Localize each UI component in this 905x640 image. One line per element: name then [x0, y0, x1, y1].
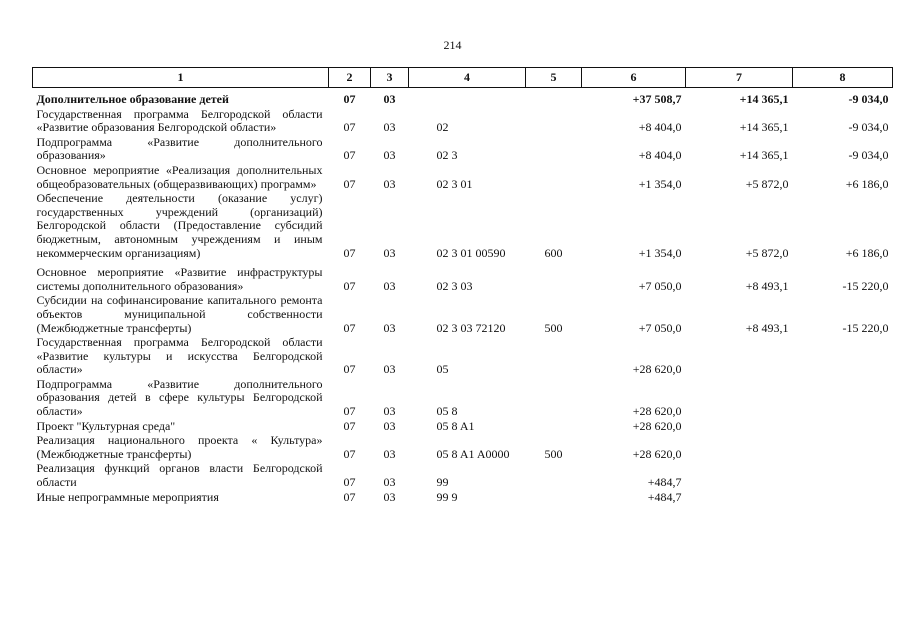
row-amount-6: +37 508,7 — [632, 92, 682, 106]
row-amount-8 — [793, 335, 893, 377]
table-row — [33, 135, 893, 163]
row-name: Реализация национального проекта « Культура» (Межбюджетные трансферты) — [36, 433, 323, 461]
row-amount-6: +8 404,0 — [638, 120, 682, 135]
row-amount-6: +28 620,0 — [632, 362, 682, 377]
row-amount-8: -15 220,0 — [842, 278, 889, 293]
row-expense-type — [526, 461, 582, 489]
row-amount-6: +28 620,0 — [632, 446, 682, 461]
row-target-code: 05 8 — [436, 404, 458, 419]
table-row — [33, 260, 893, 293]
row-amount-7: +8 493,1 — [745, 320, 789, 335]
row-amount-8 — [793, 433, 893, 461]
row-name: Государственная программа Белгородской области «Развитие культуры и искусства Белгородской области» — [36, 335, 323, 377]
row-section: 07 — [343, 120, 356, 135]
row-amount-8: -9 034,0 — [848, 120, 889, 135]
row-amount-8 — [793, 377, 893, 419]
row-expense-type — [526, 135, 582, 163]
row-subsection: 03 — [383, 176, 396, 191]
row-target-code: 99 9 — [436, 489, 458, 504]
row-amount-8: +6 186,0 — [845, 176, 889, 191]
row-amount-7: +14 365,1 — [739, 92, 789, 106]
row-section: 07 — [343, 245, 356, 260]
row-amount-8 — [793, 461, 893, 489]
budget-table — [32, 67, 893, 504]
row-amount-8 — [793, 490, 893, 505]
header-row — [33, 68, 893, 88]
row-expense-type: 500 — [544, 320, 563, 335]
table-row — [33, 88, 893, 107]
row-subsection: 03 — [383, 446, 396, 461]
row-amount-6: +7 050,0 — [638, 320, 682, 335]
header-col-6: 6 — [582, 68, 686, 88]
row-expense-type — [526, 88, 582, 107]
row-name: Субсидии на софинансирование капитального ремонта объектов муниципальной собственности (Межбюджетные трансферты) — [36, 293, 323, 335]
row-amount-7 — [686, 433, 793, 461]
row-expense-type — [526, 335, 582, 377]
row-amount-6: +8 404,0 — [638, 148, 682, 163]
row-subsection: 03 — [383, 245, 396, 260]
row-name: Проект "Культурная среда" — [36, 418, 176, 433]
row-subsection: 03 — [383, 475, 396, 490]
row-name: Подпрограмма «Развитие дополнительного образования детей в сфере культуры Белгородской области» — [36, 376, 323, 419]
row-amount-6: +7 050,0 — [638, 278, 682, 293]
row-subsection: 03 — [383, 320, 396, 335]
row-expense-type: 600 — [544, 245, 563, 260]
header-col-5: 5 — [526, 68, 582, 88]
row-expense-type — [526, 163, 582, 191]
header-col-4: 4 — [409, 68, 526, 88]
row-expense-type — [526, 107, 582, 135]
row-name: Подпрограмма «Развитие дополнительного образования» — [36, 134, 323, 163]
row-name: Государственная программа Белгородской области «Развитие образования Белгородской области» — [36, 106, 323, 135]
row-name: Основное мероприятие «Развитие инфраструктуры системы дополнительного образования» — [36, 265, 323, 293]
row-target-code — [409, 88, 526, 107]
row-section: 07 — [343, 475, 356, 490]
row-section: 07 — [343, 148, 356, 163]
row-target-code: 05 — [436, 362, 449, 377]
table-row — [33, 335, 893, 377]
row-amount-6: +484,7 — [647, 489, 682, 504]
row-target-code: 02 3 01 00590 — [436, 245, 506, 260]
row-target-code: 05 8 A1 A0000 — [436, 446, 510, 461]
row-section: 07 — [343, 404, 356, 419]
table-row — [33, 163, 893, 191]
row-section: 07 — [343, 320, 356, 335]
row-expense-type — [526, 260, 582, 293]
row-amount-6: +28 620,0 — [632, 418, 682, 433]
row-amount-6: +28 620,0 — [632, 404, 682, 419]
row-amount-6: +1 354,0 — [638, 245, 682, 260]
row-name: Обеспечение деятельности (оказание услуг) государственных учреждений (организаций) Белгородской области (Предоставление субсидий бюджетным, автономным учреждениям и иным некоммерческим организациям) — [36, 191, 323, 260]
row-section: 07 — [343, 92, 356, 106]
row-section: 07 — [343, 489, 356, 504]
row-section: 07 — [343, 176, 356, 191]
page-number: 214 — [443, 38, 462, 52]
row-section: 07 — [343, 362, 356, 377]
row-target-code: 02 3 03 72120 — [436, 320, 506, 335]
row-amount-8 — [793, 419, 893, 434]
row-target-code: 02 3 01 — [436, 176, 473, 191]
row-subsection: 03 — [383, 278, 396, 293]
row-amount-7: +5 872,0 — [745, 245, 789, 260]
row-target-code: 02 — [436, 120, 449, 135]
row-name: Реализация функций органов власти Белгородской области — [36, 461, 323, 490]
row-amount-8: -15 220,0 — [842, 320, 889, 335]
row-target-code: 02 3 — [436, 148, 458, 163]
row-section: 07 — [343, 418, 356, 433]
table-row — [33, 461, 893, 489]
header-col-1: 1 — [33, 68, 329, 88]
row-amount-8: -9 034,0 — [848, 92, 889, 106]
header-col-2: 2 — [329, 68, 371, 88]
header-col-8: 8 — [793, 68, 893, 88]
row-amount-7 — [686, 490, 793, 505]
row-name: Дополнительное образование детей — [36, 92, 229, 106]
row-expense-type — [526, 490, 582, 505]
row-subsection: 03 — [383, 120, 396, 135]
row-subsection: 03 — [383, 362, 396, 377]
table-row — [33, 433, 893, 461]
header-col-7: 7 — [686, 68, 793, 88]
row-expense-type — [526, 419, 582, 434]
row-subsection: 03 — [383, 418, 396, 433]
row-amount-8: +6 186,0 — [845, 245, 889, 260]
row-amount-7 — [686, 335, 793, 377]
table-row — [33, 419, 893, 434]
row-amount-7: +5 872,0 — [745, 176, 789, 191]
row-subsection: 03 — [383, 92, 396, 106]
row-name: Основное мероприятие «Реализация дополнительных общеобразовательных (общеразвивающих) программ» — [36, 162, 323, 191]
row-target-code: 02 3 03 — [436, 278, 473, 293]
row-amount-6: +484,7 — [647, 475, 682, 490]
row-amount-7: +14 365,1 — [739, 120, 789, 135]
row-amount-7 — [686, 461, 793, 489]
row-expense-type: 500 — [544, 446, 563, 461]
table-row — [33, 377, 893, 419]
row-subsection: 03 — [383, 489, 396, 504]
table-row — [33, 191, 893, 260]
row-amount-7 — [686, 419, 793, 434]
row-subsection: 03 — [383, 148, 396, 163]
row-amount-7 — [686, 377, 793, 419]
table-row — [33, 107, 893, 135]
row-name: Иные непрограммные мероприятия — [36, 489, 219, 504]
row-amount-7: +14 365,1 — [739, 148, 789, 163]
row-expense-type — [526, 377, 582, 419]
row-amount-8: -9 034,0 — [848, 148, 889, 163]
row-subsection: 03 — [383, 404, 396, 419]
row-target-code: 99 — [436, 475, 449, 490]
row-amount-7: +8 493,1 — [745, 278, 789, 293]
row-amount-6: +1 354,0 — [638, 176, 682, 191]
header-col-3: 3 — [371, 68, 409, 88]
row-target-code: 05 8 A1 — [436, 418, 475, 433]
table-row — [33, 293, 893, 335]
table-row — [33, 490, 893, 505]
row-section: 07 — [343, 278, 356, 293]
row-section: 07 — [343, 446, 356, 461]
